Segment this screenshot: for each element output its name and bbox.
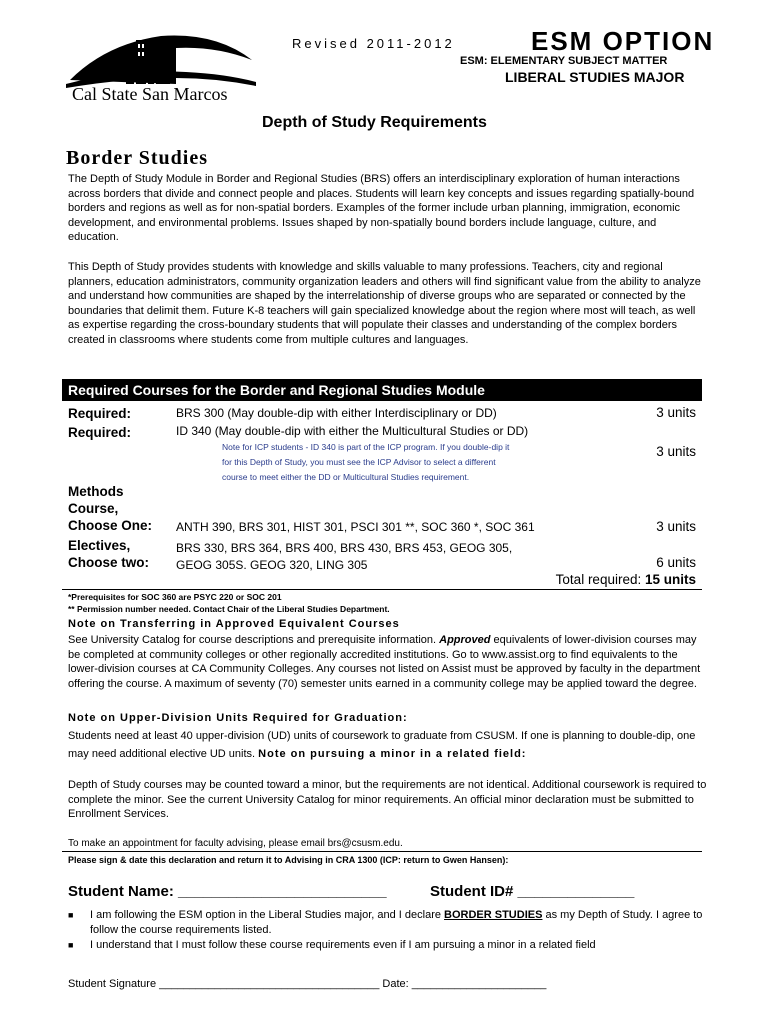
declaration-list — [68, 908, 708, 953]
intro-paragraph-1: The Depth of Study Module in Border and Regional Studies (BRS) offers an interdisciplinary exploration of human interactions across borders that divide and connect people and places. Students will learn key concepts and issues regarding spatially-bound borders and regions as well as for non-spatial borders. Examples of the former include urban planning, immigration, economic development, and environmental problems. Issues shaped by non-spatially bound borders include language, culture, and education. — [68, 173, 695, 243]
transfer-text: See University Catalog for course descriptions and prerequisite information. — [68, 634, 440, 646]
icp-note-line: for this Depth of Study, you must see the ICP Advisor to select a different — [222, 457, 496, 467]
ud-note-title: Note on Upper-Division Units Required for Graduation: — [68, 712, 408, 724]
course-label — [68, 537, 149, 571]
minor-note-text: Depth of Study courses may be counted toward a minor, but the requirements are not identical. Additional coursework is required to complete the minor. See the current University Catalog for minor requirements. An official minor declaration must be submitted to Enrollment Services. — [68, 779, 707, 820]
major-title: LIBERAL STUDIES MAJOR — [505, 69, 685, 85]
total-value: 15 units — [644, 572, 696, 587]
logo-text: Cal State San Marcos — [72, 84, 228, 104]
footnote: *Prerequisites for SOC 360 are PSYC 220 or SOC 201 — [68, 592, 282, 602]
label-line: Choose One: — [68, 518, 153, 533]
course-list: ID 340 (May double-dip with either the Multicultural Studies or DD) — [176, 424, 529, 438]
course-list: ANTH 390, BRS 301, HIST 301, PSCI 301 **, SOC 360 *, SOC 361 — [176, 520, 535, 534]
transfer-note-title: Note on Transferring in Approved Equivalent Courses — [68, 618, 400, 630]
ud-text: Students need at least 40 upper-division (UD) units of coursework to graduate from CSUSM. If one is planning to double-dip, one may need additional elective UD units. — [68, 730, 696, 760]
list-item — [68, 908, 708, 938]
course-label: Required: — [68, 406, 132, 421]
transfer-text: equivalents of lower-division courses may be completed at community colleges or other regionally accredited institutions. Go to www.assist.org to find equivalents to the lower-division courses at CA Community Colleges. Any courses not listed on Assist must be approved by faculty in the department offering the course. A maximum of seventy (70) semester units earned in a community college may be applied toward the degree. — [68, 634, 701, 690]
approved-emphasis: Approved — [439, 634, 491, 646]
transfer-note-text — [68, 633, 708, 691]
course-units: 3 units — [656, 519, 696, 534]
total-required — [480, 572, 696, 587]
ud-note-text — [68, 727, 708, 763]
section-title: Border Studies — [66, 147, 208, 169]
course-units: 3 units — [656, 405, 696, 420]
courses-heading: Required Courses for the Border and Regional Studies Module — [62, 379, 702, 401]
student-id-field[interactable]: Student ID# ______________ — [430, 883, 635, 900]
declaration-text: as my Depth of Study. I agree to follow the course requirements listed. — [90, 909, 703, 936]
depth-declared: BORDER STUDIES — [444, 909, 543, 921]
label-line: Course, — [68, 501, 119, 516]
course-units: 3 units — [656, 444, 696, 459]
intro-paragraph-2: This Depth of Study provides students with knowledge and skills valuable to many professions. Teachers, city and regional planners, education administrators, community organization leaders and others will find significant value from the ability to analyze and understand how communities are shaped by the interrelationship of diverse groups who are separated or connected by the boundaries that delimit them. Future K-8 teachers will gain specialized knowledge about the region where most will teach, as well as expertise regarding the cross-boundary students that will populate their classes and understanding of the complex borders created in classrooms where students come from multiple cultures and languages. — [68, 261, 701, 346]
footnote: ** Permission number needed. Contact Chair of the Liberal Studies Department. — [68, 604, 390, 614]
advising-appointment: To make an appointment for faculty advising, please email brs@csusm.edu. — [68, 838, 403, 849]
icp-note — [222, 440, 602, 485]
course-list: BRS 300 (May double-dip with either Interdisciplinary or DD) — [176, 406, 497, 420]
course-units: 6 units — [656, 555, 696, 570]
label-line: Electives, — [68, 538, 131, 553]
page-title: Depth of Study Requirements — [262, 114, 487, 131]
bullet-icon: ■ — [68, 940, 74, 950]
total-label: Total required: — [555, 572, 645, 587]
label-line: Methods — [68, 484, 124, 499]
divider — [62, 589, 702, 590]
icp-note-line: course to meet either the DD or Multicultural Studies requirement. — [222, 472, 470, 482]
subtitle: ESM: ELEMENTARY SUBJECT MATTER — [460, 55, 668, 67]
list-item — [68, 938, 708, 953]
option-title: ESM OPTION — [531, 26, 715, 56]
student-name-field[interactable]: Student Name: _________________________ — [68, 883, 387, 900]
bullet-icon: ■ — [68, 910, 74, 920]
minor-note-title: Note on pursuing a minor in a related field: — [258, 748, 527, 760]
revised-label: Revised 2011-2012 — [292, 36, 455, 51]
icp-note-line: Note for ICP students - ID 340 is part of the ICP program. If you double-dip it — [222, 442, 510, 452]
declaration-text: I understand that I must follow these course requirements even if I am pursuing a minor in a related field — [90, 939, 596, 951]
course-label — [68, 483, 152, 534]
course-line: BRS 330, BRS 364, BRS 400, BRS 430, BRS 453, GEOG 305, — [176, 541, 513, 555]
divider — [62, 851, 702, 852]
declaration-text: I am following the ESM option in the Liberal Studies major, and I declare — [90, 909, 445, 921]
course-line: GEOG 305S. GEOG 320, LING 305 — [176, 558, 368, 572]
label-line: Choose two: — [68, 555, 149, 570]
course-label: Required: — [68, 425, 132, 440]
course-list — [176, 540, 512, 574]
signature-line[interactable]: Student Signature ____________________________________ Date: ______________________ — [68, 978, 547, 990]
signing-instruction: Please sign & date this declaration and return it to Advising in CRA 1300 (ICP: return to Gwen Hansen): — [68, 855, 509, 865]
